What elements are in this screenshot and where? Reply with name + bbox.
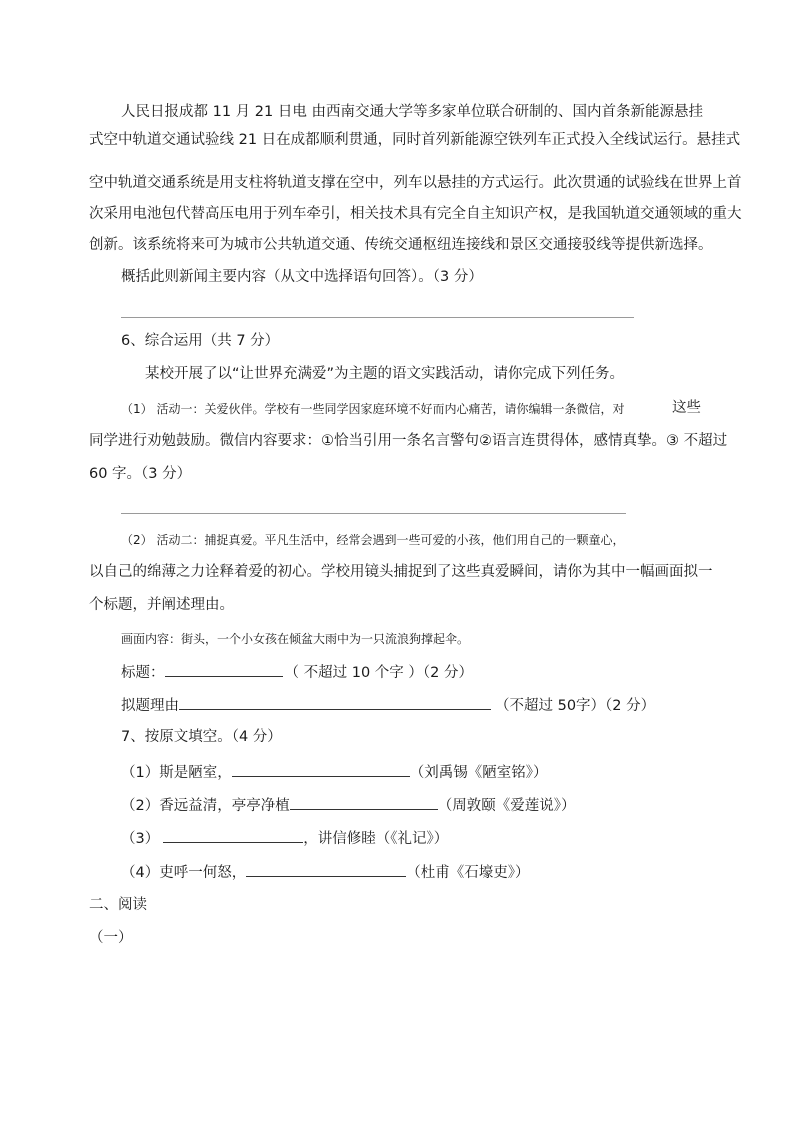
q7-item-1	[121, 761, 547, 783]
answer-line-news[interactable]	[121, 317, 634, 318]
q7-item-2-text: （2）香远益清，亭亭净植	[121, 798, 290, 814]
q6-heading: 6、综合运用（共 7 分）	[121, 333, 280, 349]
q7-item-4-source: （杜甫《石壕吏》）	[406, 865, 530, 881]
q6-intro: 某校开展了以“让世界充满爱”为主题的语文实践活动，请你完成下列任务。	[145, 366, 625, 382]
q7-heading: 7、按原文填空。（4 分）	[121, 729, 282, 745]
q6-scene: 画面内容：街头，一个小女孩在倾盆大雨中为一只流浪狗撑起伞。	[121, 632, 470, 646]
q6-activity2-line3: 个标题，并阐述理由。	[89, 597, 234, 613]
title-row	[121, 661, 473, 683]
q6-activity1-line1: （1） 活动一：关爱伙伴。学校有一些同学因家庭环境不好而内心痛苦，请你编辑一条微信，对	[121, 402, 625, 416]
news-question: 概括此则新闻主要内容（从文中选择语句回答）。（3 分）	[121, 269, 483, 285]
q7-item-4-blank[interactable]	[246, 861, 406, 877]
q7-item-3-text: ，讲信修睦（《礼记》）	[303, 831, 449, 847]
q6-activity2-line2: 以自己的绵薄之力诠释着爱的初心。学校用镜头捕捉到了这些真爱瞬间，请你为其中一幅画面拟一	[89, 564, 713, 580]
q6-activity1-line2: 同学进行劝勉鼓励。微信内容要求：①恰当引用一条名言警句②语言连贯得体，感情真挚。③ 不超过	[89, 433, 728, 449]
q7-item-4-text: （4）吏呼一何怒，	[121, 865, 247, 881]
q7-item-1-text: （1）斯是陋室，	[121, 765, 232, 781]
news-line-1: 人民日报成都 11 月 21 日电 由西南交通大学等多家单位联合研制的、国内首条新能源悬挂	[121, 104, 703, 120]
q7-item-3-blank[interactable]	[163, 827, 303, 843]
q7-item-2-blank[interactable]	[290, 794, 438, 810]
q7-item-3-num: （3）	[121, 831, 160, 847]
reason-label: 拟题理由	[121, 698, 179, 714]
section-heading: 二、阅读	[89, 897, 147, 913]
news-line-3: 空中轨道交通系统是用支柱将轨道支撑在空中，列车以悬挂的方式运行。此次贯通的试验线在世界上首	[89, 175, 742, 191]
q7-item-2-source: （周敦颐《爱莲说》）	[437, 798, 576, 814]
news-line-5: 创新。该系统将来可为城市公共轨道交通、传统交通枢纽连接线和景区交通接驳线等提供新选择。	[89, 237, 713, 253]
q7-item-2	[121, 794, 575, 816]
q6-activity2-line1: （2） 活动二：捕捉真爱。平凡生活中，经常会遇到一些可爱的小孩，他们用自己的一颗童心，	[121, 533, 625, 547]
q7-item-1-blank[interactable]	[232, 761, 410, 777]
q7-item-1-source: （刘禹锡《陋室铭》）	[409, 765, 548, 781]
answer-line-activity1[interactable]	[121, 513, 626, 514]
news-line-2: 式空中轨道交通试验线 21 日在成都顺利贯通，同时首列新能源空铁列车正式投入全线试运行。悬挂式	[89, 132, 741, 148]
q6-activity1-line3: 60 字。（3 分）	[89, 466, 192, 482]
section-subheading: （一）	[89, 930, 133, 946]
reason-hint: （不超过 50字）（2 分）	[495, 698, 656, 714]
title-hint: （ 不超过 10 个字 ）（2 分）	[284, 665, 473, 681]
q7-item-4	[121, 861, 529, 883]
q6-activity1-line1-end: 这些	[672, 400, 701, 416]
news-line-4: 次采用电池包代替高压电用于列车牵引，相关技术具有完全自主知识产权，是我国轨道交通领域的重大	[89, 206, 742, 222]
q7-item-3	[121, 827, 448, 849]
reason-row	[121, 694, 655, 716]
reason-blank[interactable]	[179, 694, 491, 710]
title-blank[interactable]	[165, 661, 283, 677]
title-label: 标题：	[121, 665, 165, 681]
